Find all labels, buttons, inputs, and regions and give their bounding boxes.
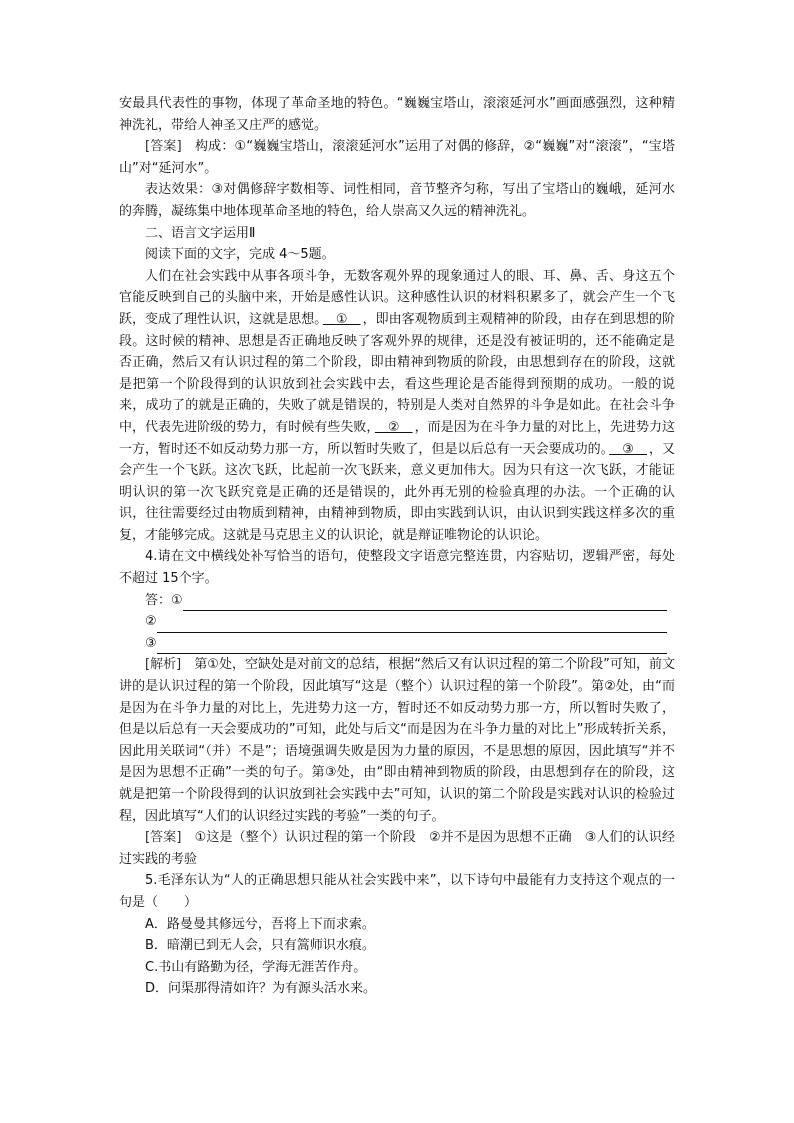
blank-1-label: ①	[335, 311, 348, 327]
answer-2-text: ①这是（整个）认识过程的第一个阶段 ②并不是因为思想不正确 ③人们的认识经过实践的考验	[119, 830, 675, 867]
answer-line-3	[119, 633, 675, 655]
analysis-tag: [解析]	[145, 657, 182, 673]
passage-segment: ，而是因为在斗争力量的对比上，先进势力这一方，暂时还不如反动势力那一方，所以暂时失败了，但是以后总有一天会要成功的。	[119, 419, 675, 457]
blank-1	[321, 312, 363, 327]
passage-segment: ，又会产生一个飞跃。这次飞跃，比起前一次飞跃来，意义更加伟大。因为只有这一次飞跃，才能证明认识的第一次飞跃究竟是正确的还是错误的，此外再无别的检验真理的办法。一个正确的认识，往往需要经过由物质到精神，由精神到物质，即由实践到认识，由认识到实践这样多次的重复，才能够完成。这就是马克思主义的认识论，就是辩证唯物论的认识论。	[119, 441, 675, 543]
passage-segment: 人们在社会实践中从事各项斗争，无数客观外界的现象通过人的眼、耳、鼻、舌、身这五个官能反映到自己的头脑中来，开始是感性认识。这种感性认识的材料积累多了，就会产生一个飞跃，变成了理性认识，这就是思想。	[119, 268, 675, 327]
passage-segment: ，即由客观物质到主观精神的阶段，由存在到思想的阶段。这时候的精神、思想是否正确地反映了客观外界的规律，还是没有被证明的，还不能确定是否正确，然后又有认识过程的第二个阶段，即由精神到物质的阶段，由思想到存在的阶段，这就是把第一个阶段得到的认识放到社会实践中去，看这些理论是否能得到预期的成功。一般的说来，成功了的就是正确的，失败了就是错误的，特别是人类对自然界的斗争是如此。在社会斗争中，代表先进阶级的势力，有时候有些失败，	[119, 311, 675, 435]
option-c: C.书山有路勤为径，学海无涯苦作舟。	[145, 959, 367, 975]
passage-paragraph	[119, 266, 675, 547]
question-4: 4.请在文中横线处补写恰当的语句，使整段文字语意完整连贯，内容贴切，逻辑严密，每处不超过 15个字。	[119, 549, 675, 587]
intro-paragraph: 安最具代表性的事物，体现了革命圣地的特色。“巍巍宝塔山，滚滚延河水”画面感强烈，这种精神洗礼，带给人神圣又庄严的感觉。	[119, 96, 675, 133]
option-d: D．问渠那得清如许？为有源头活水来。	[145, 981, 377, 997]
answer-tag: [答案]	[145, 830, 182, 846]
answer-tag: [答案]	[145, 139, 182, 155]
answer-line-2	[119, 611, 675, 633]
section-title: 二、语言文字运用Ⅱ	[145, 225, 256, 241]
write-line[interactable]	[157, 617, 667, 633]
answer-1	[119, 136, 675, 179]
option-a: A．路曼曼其修远兮，吾将上下而求索。	[145, 916, 375, 932]
answer-line-label: ③	[145, 635, 157, 651]
write-line[interactable]	[183, 595, 667, 611]
answer-line-1	[119, 590, 675, 612]
blank-2	[373, 420, 415, 435]
answer-line-label: ②	[145, 614, 157, 630]
answer-line-label: 答：①	[145, 592, 183, 608]
blank-3	[607, 442, 649, 457]
blank-3-label: ③	[622, 441, 634, 457]
answer-1-text: 构成：①“巍巍宝塔山，滚滚延河水”运用了对偶的修辞，②“巍巍”对“滚滚”，“宝塔山”对“延河水”。	[119, 139, 675, 176]
reading-instruction: 阅读下面的文字，完成 4～5题。	[145, 247, 335, 263]
question-5: 5.毛泽东认为“人的正确思想只能从社会实践中来”，以下诗句中最能有力支持这个观点的一句是（ ）	[119, 873, 675, 910]
analysis-paragraph	[119, 654, 675, 827]
option-b: B．暗潮已到无人会，只有篙师识水痕。	[145, 938, 375, 954]
effect-paragraph: 表达效果：③对偶修辞字数相等、词性相同，音节整齐匀称，写出了宝塔山的巍峨，延河水的奔腾，凝练集中地体现革命圣地的特色，给人崇高又久远的精神洗礼。	[119, 182, 675, 219]
write-line[interactable]	[157, 638, 667, 654]
blank-2-label: ②	[387, 419, 400, 435]
document-page	[119, 93, 675, 1000]
analysis-text: 第①处，空缺处是对前文的总结，根据“然后又有认识过程的第二个阶段”可知，前文讲的是认识过程的第一个阶段，因此填写“这是（整个）认识过程的第一个阶段”。第②处，由“而是因为在斗争力量的对比上，先进势力这一方，暂时还不如反动势力那一方，所以暂时失败了，但是以后总有一天会要成功的”可知，此处与后文“而是因为在斗争力量的对比上”形成转折关系，因此用关联词“（并）不是”；语境强调失败是因为力量的原因，不是思想的原因，因此填写“并不是因为思想不正确”一类的句子。第③处，由“即由精神到物质的阶段，由思想到存在的阶段，这就是把第一个阶段得到的认识放到社会实践中去”可知，认识的第二个阶段是实践对认识的检验过程，因此填写“人们的认识经过实践的考验”一类的句子。	[119, 657, 675, 824]
answer-2	[119, 827, 675, 870]
